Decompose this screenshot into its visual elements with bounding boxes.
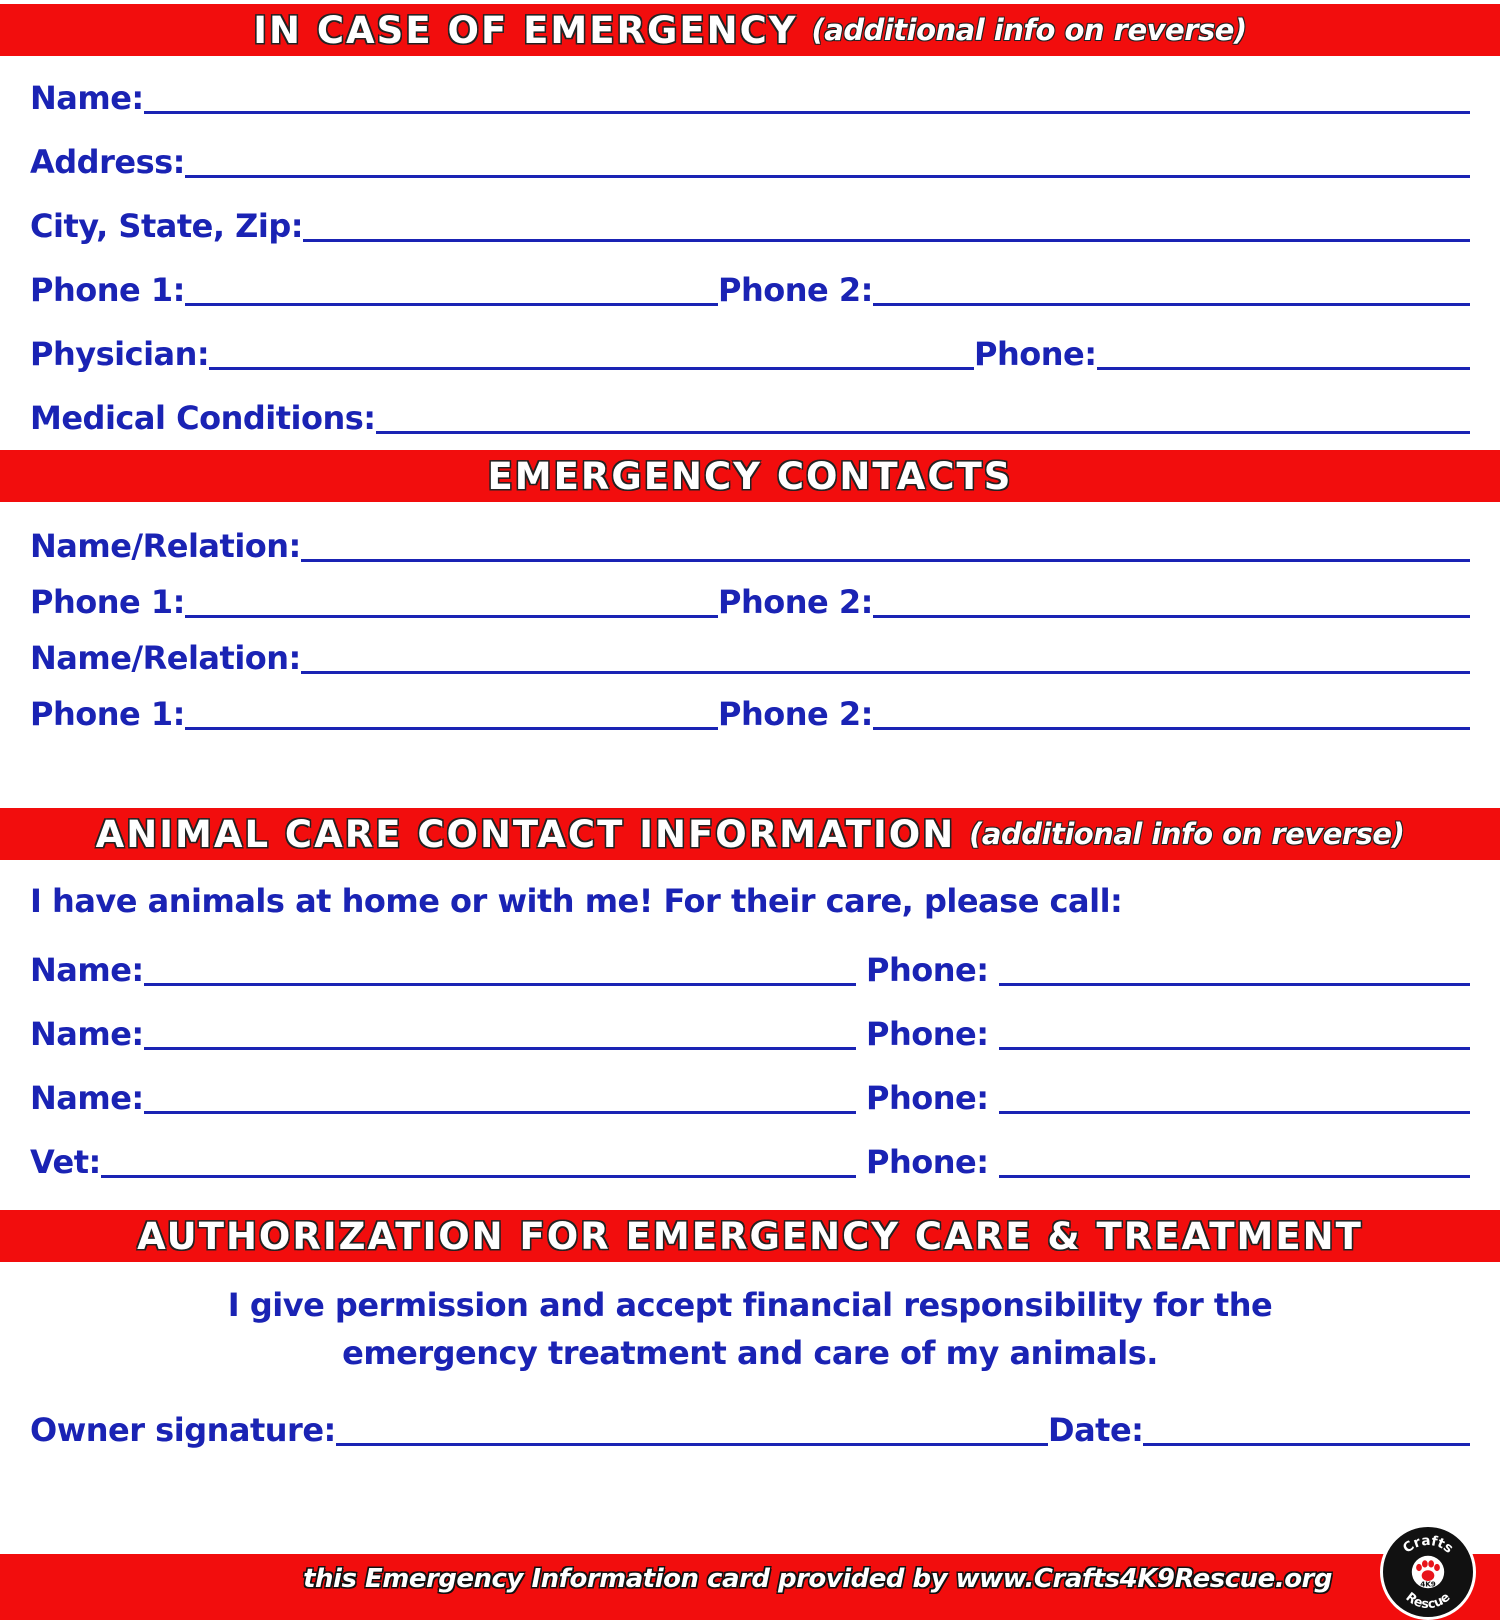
city-row — [30, 198, 1470, 244]
contact2-relation-row — [30, 630, 1470, 676]
animal-contact1-phone-label: Phone: — [866, 951, 989, 989]
physician-phone-line[interactable] — [1097, 367, 1471, 370]
contact1-phone2-label: Phone 2: — [718, 583, 873, 621]
contact1-phone2-line[interactable] — [873, 615, 1470, 618]
city-field[interactable] — [30, 207, 1470, 245]
animal-contact3-phone-label: Phone: — [866, 1079, 989, 1117]
vet-label: Vet: — [30, 1143, 101, 1181]
contact2-relation-field[interactable] — [30, 639, 1470, 677]
animal-contact1-name-line[interactable] — [144, 983, 856, 986]
animal-title: ANIMAL CARE CONTACT INFORMATION — [95, 812, 956, 856]
emergency-banner — [0, 4, 1500, 56]
contact1-phone1-label: Phone 1: — [30, 583, 185, 621]
vet-phone-label: Phone: — [866, 1143, 989, 1181]
signature-label: Owner signature: — [30, 1411, 336, 1449]
authorization-title: AUTHORIZATION FOR EMERGENCY CARE & TREATMENT — [137, 1214, 1363, 1258]
contact1-phone2-field[interactable] — [718, 583, 1470, 621]
contact1-relation-row — [30, 518, 1470, 564]
phone2-line[interactable] — [873, 303, 1470, 306]
contact2-phone2-line[interactable] — [873, 727, 1470, 730]
svg-text:Crafts — [1400, 1533, 1456, 1557]
animal-contact2-phone-label: Phone: — [866, 1015, 989, 1053]
physician-line[interactable] — [209, 367, 974, 370]
physician-label: Physician: — [30, 335, 210, 373]
emergency-note: (additional info on reverse) — [811, 13, 1247, 47]
footer-credit: this Emergency Information card provided by www.Crafts4K9Rescue.org — [303, 1564, 1332, 1594]
contact1-phone1-field[interactable] — [30, 583, 718, 621]
authorization-statement-line2: emergency treatment and care of my animals. — [342, 1334, 1158, 1372]
authorization-banner — [0, 1210, 1500, 1262]
animal-contact2-phone-field[interactable] — [866, 1015, 1470, 1053]
animal-contact1-phone-field[interactable] — [866, 951, 1470, 989]
physician-phone-label: Phone: — [974, 335, 1097, 373]
contact2-phone1-line[interactable] — [185, 727, 718, 730]
animal-note: (additional info on reverse) — [969, 817, 1405, 851]
medical-line[interactable] — [376, 431, 1470, 434]
animal-contact3-phone-line[interactable] — [999, 1111, 1471, 1114]
animal-contact3-name-line[interactable] — [144, 1111, 856, 1114]
address-field[interactable] — [30, 143, 1470, 181]
logo-mid-text: 4K9 — [1420, 1579, 1436, 1589]
animal-contact3-phone-field[interactable] — [866, 1079, 1470, 1117]
contact2-phone1-field[interactable] — [30, 695, 718, 733]
paw-logo-icon — [1383, 1527, 1473, 1617]
contact1-relation-line[interactable] — [301, 559, 1470, 562]
contacts-banner — [0, 450, 1500, 502]
footer-banner — [0, 1554, 1500, 1620]
medical-row — [30, 390, 1470, 436]
phone1-field[interactable] — [30, 271, 718, 309]
animal-contact1-name-field[interactable] — [30, 951, 856, 989]
medical-label: Medical Conditions: — [30, 399, 376, 437]
animal-contact1-name-label: Name: — [30, 951, 144, 989]
contact2-phone1-label: Phone 1: — [30, 695, 185, 733]
address-line[interactable] — [185, 175, 1470, 178]
name-row — [30, 70, 1470, 116]
animal-contact3-row — [30, 1070, 1470, 1116]
contact2-phones-row — [30, 686, 1470, 732]
vet-phone-field[interactable] — [866, 1143, 1470, 1181]
phones-row — [30, 262, 1470, 308]
animal-contact1-phone-line[interactable] — [999, 983, 1471, 986]
contact1-relation-label: Name/Relation: — [30, 527, 301, 565]
contact2-relation-line[interactable] — [301, 671, 1470, 674]
name-label: Name: — [30, 79, 144, 117]
contact1-phone1-line[interactable] — [185, 615, 718, 618]
animal-contact2-row — [30, 1006, 1470, 1052]
date-field[interactable] — [1048, 1411, 1470, 1449]
svg-text:Rescue — [1403, 1589, 1452, 1611]
city-label: City, State, Zip: — [30, 207, 304, 245]
vet-phone-line[interactable] — [999, 1175, 1471, 1178]
animal-contact2-phone-line[interactable] — [999, 1047, 1471, 1050]
vet-name-field[interactable] — [30, 1143, 856, 1181]
animal-intro: I have animals at home or with me! For their care, please call: — [30, 882, 1123, 920]
contact1-phones-row — [30, 574, 1470, 620]
name-line[interactable] — [144, 111, 1470, 114]
signature-line[interactable] — [336, 1443, 1048, 1446]
animal-contact2-name-field[interactable] — [30, 1015, 856, 1053]
city-line[interactable] — [303, 239, 1470, 242]
animal-contact3-name-field[interactable] — [30, 1079, 856, 1117]
phone2-field[interactable] — [718, 271, 1470, 309]
animal-contact3-name-label: Name: — [30, 1079, 144, 1117]
contacts-title: EMERGENCY CONTACTS — [487, 454, 1013, 498]
animal-contact2-name-line[interactable] — [144, 1047, 856, 1050]
address-row — [30, 134, 1470, 180]
physician-field[interactable] — [30, 335, 974, 373]
name-field[interactable] — [30, 79, 1470, 117]
date-label: Date: — [1048, 1411, 1144, 1449]
contact2-relation-label: Name/Relation: — [30, 639, 301, 677]
date-line[interactable] — [1143, 1443, 1470, 1446]
phone2-label: Phone 2: — [718, 271, 873, 309]
vet-line[interactable] — [101, 1175, 856, 1178]
animal-contact2-name-label: Name: — [30, 1015, 144, 1053]
signature-field[interactable] — [30, 1411, 1048, 1449]
vet-row — [30, 1134, 1470, 1180]
authorization-statement-line1: I give permission and accept financial responsibility for the — [227, 1286, 1273, 1324]
physician-phone-field[interactable] — [974, 335, 1470, 373]
emergency-title: IN CASE OF EMERGENCY — [253, 8, 798, 52]
animal-contact1-row — [30, 942, 1470, 988]
animal-banner — [0, 808, 1500, 860]
contact2-phone2-field[interactable] — [718, 695, 1470, 733]
contact1-relation-field[interactable] — [30, 527, 1470, 565]
physician-row — [30, 326, 1470, 372]
contact2-phone2-label: Phone 2: — [718, 695, 873, 733]
address-label: Address: — [30, 143, 185, 181]
phone1-label: Phone 1: — [30, 271, 185, 309]
logo-top-text: Crafts — [1399, 1532, 1457, 1557]
phone1-line[interactable] — [185, 303, 718, 306]
crafts4k9rescue-logo — [1380, 1524, 1476, 1620]
logo-bottom-text: Rescue — [1403, 1588, 1453, 1612]
signature-row — [30, 1402, 1470, 1448]
medical-field[interactable] — [30, 399, 1470, 437]
